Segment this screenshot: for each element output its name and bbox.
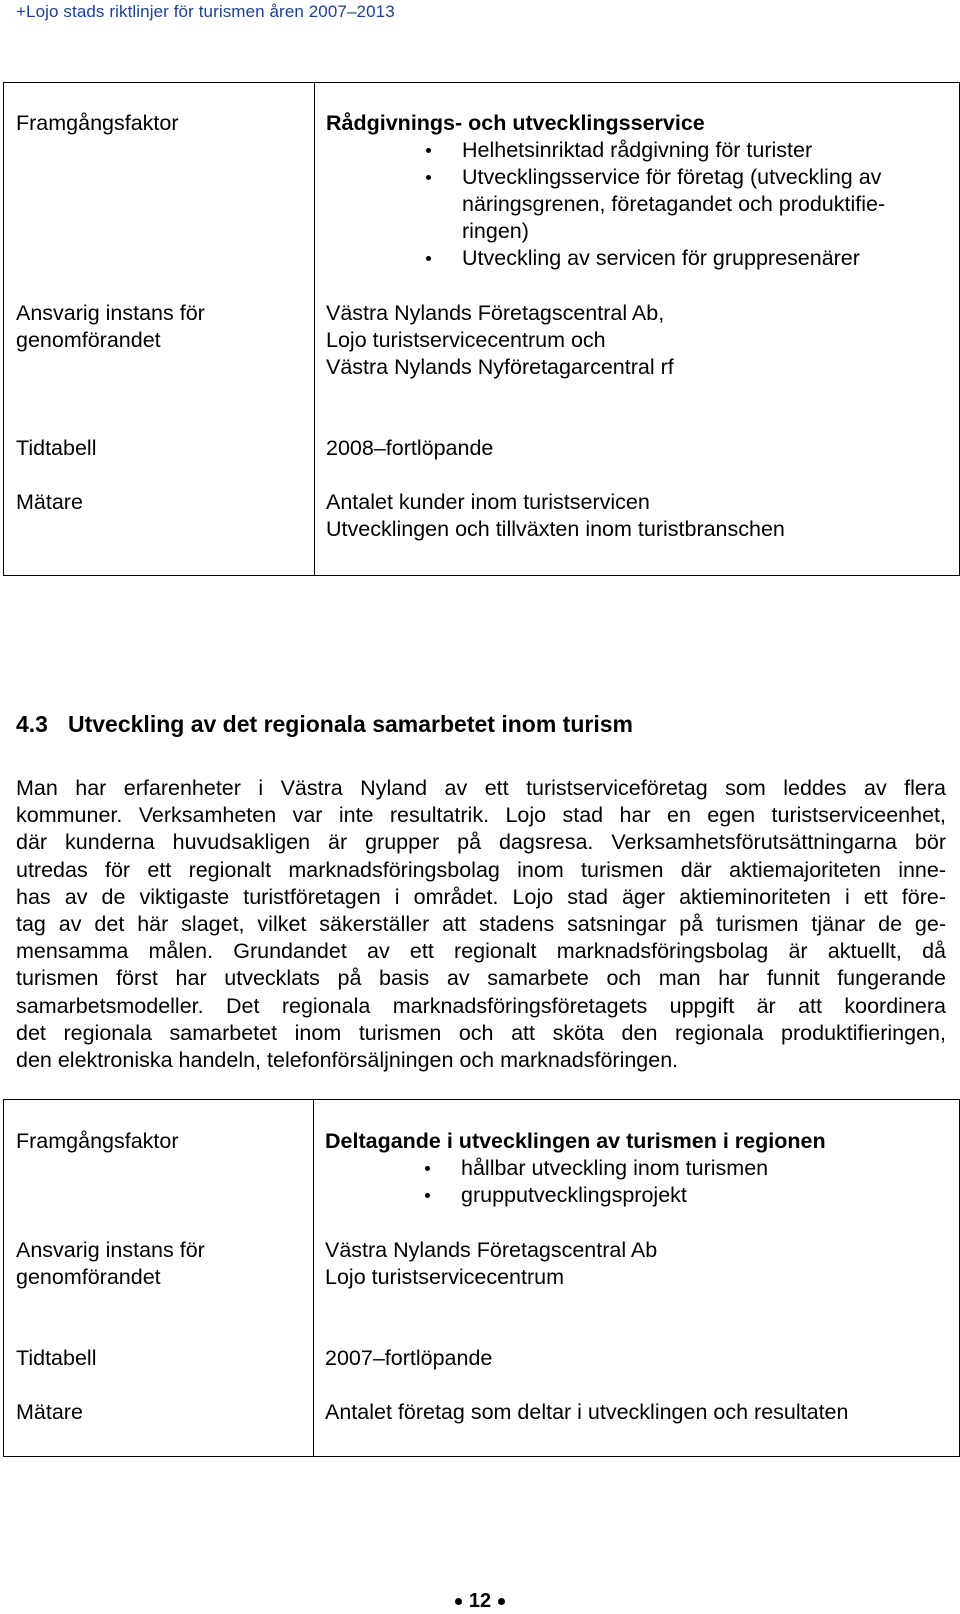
bullet-icon [425,1166,430,1171]
section-heading [16,711,633,738]
success-factor-table-2 [3,1099,960,1457]
paragraph-line: det regionala samarbetet inom turismen och att sköta den regionala produktifieringen, [16,1020,946,1045]
bullet-icon [455,1598,462,1605]
ansvarig-value: Västra Nylands Företagscentral Ab Lojo turistservicecentrum [325,1238,658,1289]
success-factor-table-1 [3,82,960,576]
table-column-divider [314,83,315,575]
matare-label: Mätare [16,490,83,514]
framgangsfaktor-title: Rådgivnings- och utvecklingsservice [326,111,705,135]
paragraph-line: tag av det här slaget, vilket säkerställer att stadens satsningar på turismen tjänar de ge- [16,911,946,936]
paragraph-line: samarbetsmodeller. Det regionala marknadsföringsföretagets uppgift är att koordinera [16,993,946,1018]
section-number: 4.3 [16,711,48,737]
bullet-icon [426,256,431,261]
framgangsfaktor-label: Framgångsfaktor [16,111,179,135]
body-paragraph [16,775,946,1074]
list-item-continuation: näringsgrenen, företagandet och produktifie- [462,192,886,216]
paragraph-line: utredas för ett regionalt marknadsföringsbolag inom turismen där aktiemajoriteten inne- [16,857,946,882]
list-item: Utveckling av servicen för gruppresenärer [462,245,885,272]
framgangsfaktor-title: Deltagande i utvecklingen av turismen i regionen [325,1129,826,1153]
bullet-icon [426,175,431,180]
table-column-divider [313,1100,314,1456]
bullet-icon [425,1193,430,1198]
paragraph-line: där kunderna huvudsakligen är grupper på dagsresa. Verksamhetsförutsättningarna bör [16,830,946,855]
matare-label: Mätare [16,1400,83,1424]
list-item: hållbar utveckling inom turismen [461,1155,768,1182]
framgangsfaktor-bullets [462,137,885,272]
tidtabell-value: 2007–fortlöpande [325,1346,493,1370]
framgangsfaktor-bullets [461,1155,768,1209]
paragraph-line: den elektroniska handeln, telefonförsäljningen och marknadsföringen. [16,1047,679,1072]
matare-value: Antalet företag som deltar i utvecklingen och resultaten [325,1400,849,1424]
ansvarig-label: Ansvarig instans för genomförandet [16,1238,205,1289]
bullet-icon [426,148,431,153]
paragraph-line: has av de viktigaste turistföretagen i området. Lojo stad äger aktieminoriteten i ett före- [16,884,946,909]
bullet-icon [498,1598,505,1605]
paragraph-line: Man har erfarenheter i Västra Nyland av ett turistserviceföretag som leddes av flera [16,776,946,800]
paragraph-line: turismen först har utvecklats på basis av samarbete och man har funnit fungerande [16,966,946,991]
section-title: Utveckling av det regionala samarbetet inom turism [68,711,633,737]
framgangsfaktor-label: Framgångsfaktor [16,1129,179,1153]
paragraph-line: mensamma målen. Grundandet av ett regionalt marknadsföringsbolag är aktuellt, då [16,939,946,964]
list-item: grupputvecklingsprojekt [461,1182,768,1209]
list-item: Utvecklingsservice för företag (utveckling av [462,164,885,191]
ansvarig-value: Västra Nylands Företagscentral Ab, Lojo turistservicecentrum och Västra Nylands Nyföretagarcentral rf [326,301,674,379]
ansvarig-label: Ansvarig instans för genomförandet [16,301,205,352]
paragraph-line: kommuner. Verksamheten var inte resultatrik. Lojo stad har en egen turistserviceenhet, [16,803,946,828]
matare-value: Antalet kunder inom turistservicen Utvecklingen och tillväxten inom turistbranschen [326,490,785,541]
page-number: 12 [0,1590,960,1613]
tidtabell-value: 2008–fortlöpande [326,436,494,460]
running-header: +Lojo stads riktlinjer för turismen åren 2007–2013 [16,2,395,21]
tidtabell-label: Tidtabell [16,436,97,460]
list-item-continuation: ringen) [462,219,529,243]
list-item: Helhetsinriktad rådgivning för turister [462,137,885,164]
tidtabell-label: Tidtabell [16,1346,97,1370]
